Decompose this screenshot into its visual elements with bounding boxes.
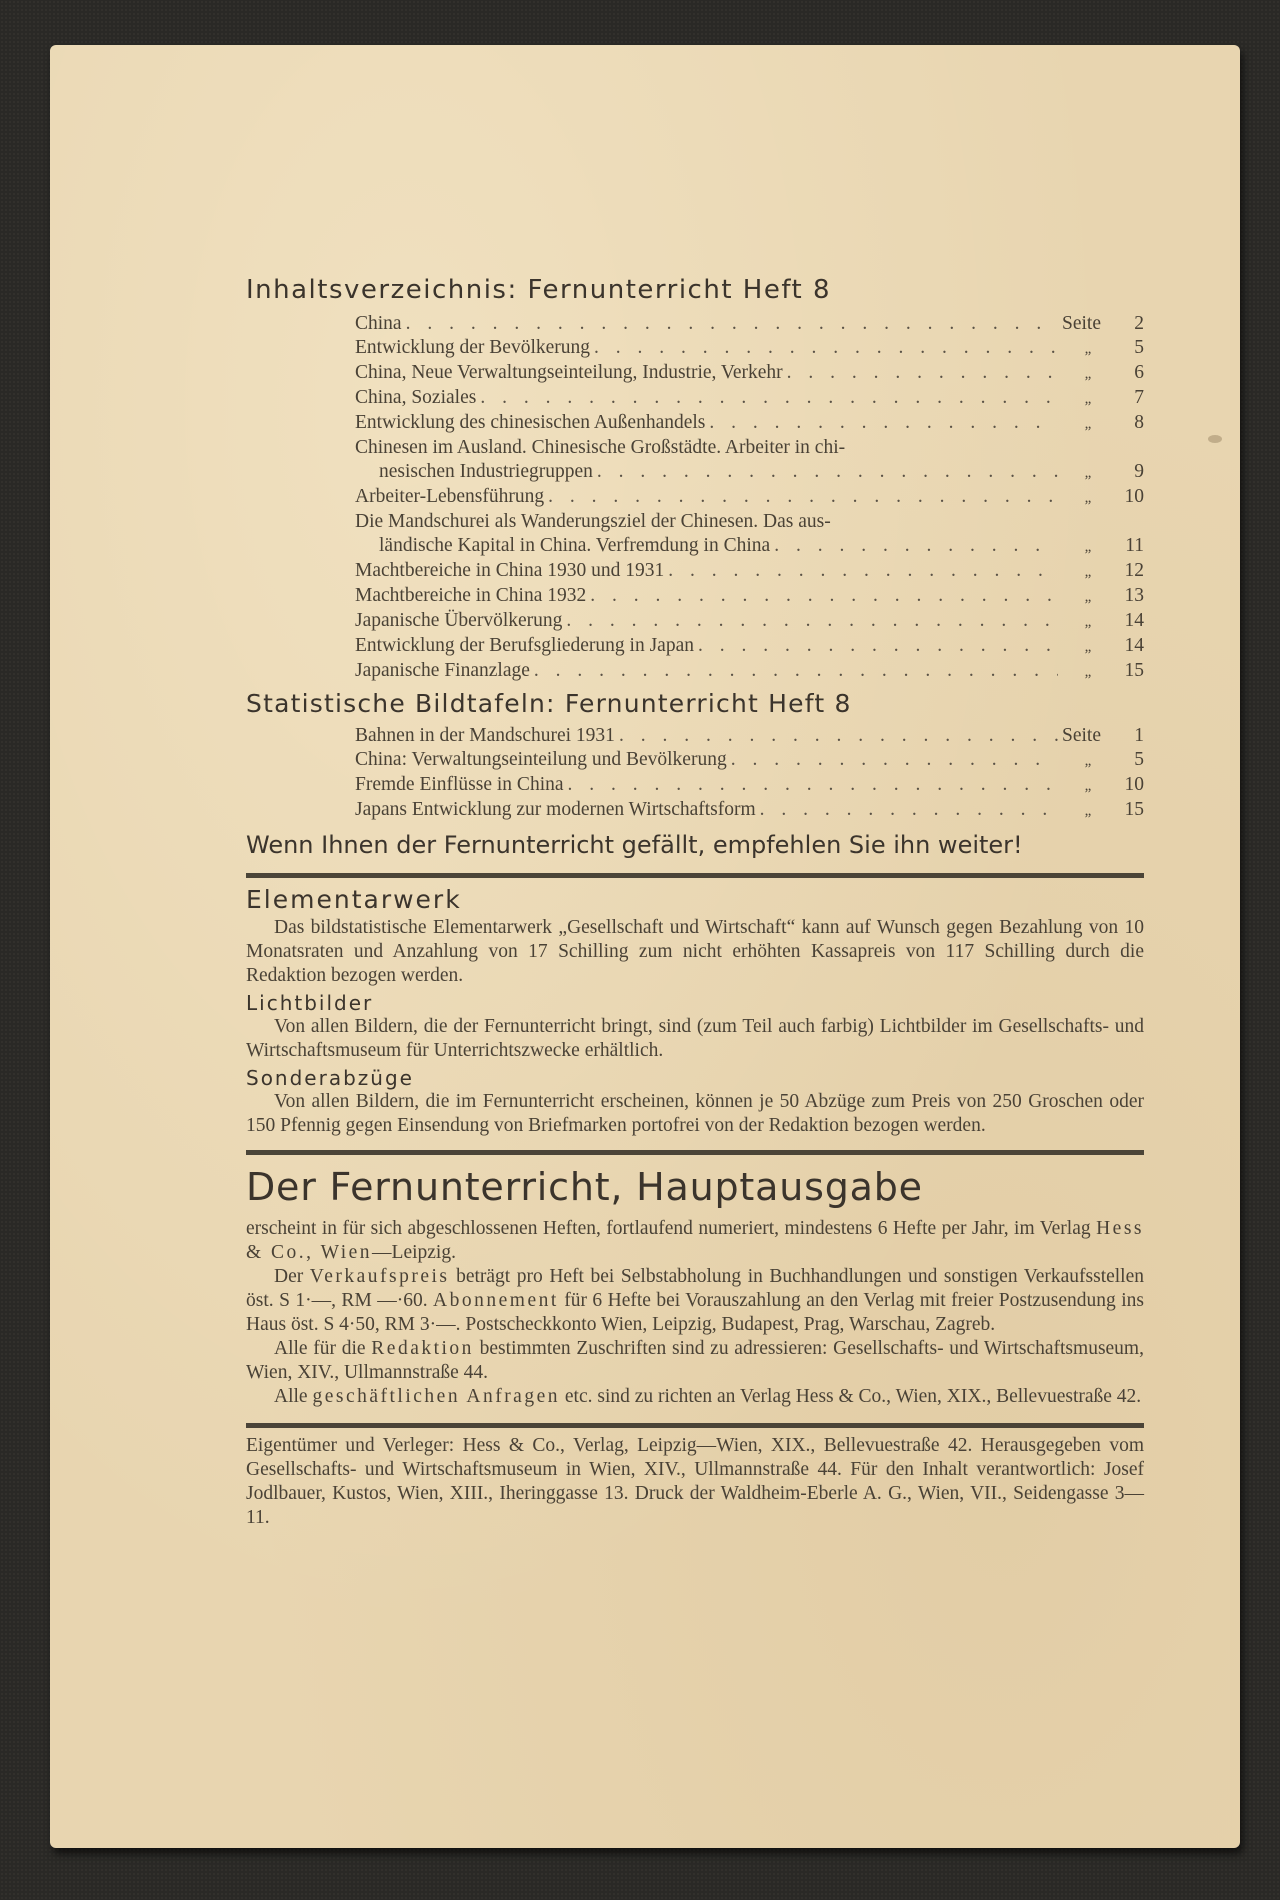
divider-rule: [246, 873, 1144, 878]
ditto-mark: „: [1084, 416, 1092, 432]
redaktion-text: Alle für die: [274, 1338, 372, 1359]
impressum: [246, 1434, 1144, 1530]
dot-leader: [534, 659, 1058, 683]
toc-entry: [355, 559, 1144, 584]
dot-leader: [709, 411, 1058, 435]
toc-entry-title: Machtbereiche in China 1932: [355, 585, 587, 606]
bildtafeln-title: Statistische Bildtafeln: Fernunterricht Heft 8: [246, 689, 852, 718]
page-number: 14: [1124, 635, 1144, 656]
toc-entry: [355, 659, 1144, 684]
toc-entry: [355, 798, 1144, 823]
price-keyword: Verkaufspreis: [309, 1266, 450, 1287]
ditto-mark: „: [1084, 589, 1092, 605]
price-text: beträgt pro Heft bei Selbstabholung in Buchhandlungen und sonstigen Verkaufsstellen öst. S 1·—, RM —·60.: [246, 1266, 1145, 1311]
toc-entry: [355, 724, 1144, 748]
ditto-mark: „: [1084, 614, 1092, 630]
toc-entry-title: Japanische Übervölkerung: [355, 610, 563, 631]
ditto-mark: „: [1084, 366, 1092, 382]
toc-entry: [355, 584, 1144, 609]
toc-entry: [355, 485, 1144, 510]
document-page: [50, 45, 1240, 1848]
recommendation-slogan: Wenn Ihnen der Fernunterricht gefällt, empfehlen Sie ihn weiter!: [246, 831, 1023, 859]
sonderabzuege-heading: Sonderabzüge: [246, 1066, 414, 1090]
toc-title: Inhaltsverzeichnis: Fernunterricht Heft 8: [246, 275, 832, 305]
business-text: Alle: [274, 1386, 313, 1407]
toc-entry-title: nesischen Industriegruppen: [379, 461, 593, 482]
toc-entry-title: Machtbereiche in China 1930 und 1931: [355, 560, 665, 581]
dot-leader: [548, 485, 1058, 509]
ditto-mark: „: [1084, 391, 1092, 407]
toc-entry-title: Chinesen im Ausland. Chinesische Großstädte. Arbeiter in chi-: [355, 437, 846, 458]
dot-leader: [566, 609, 1058, 633]
toc-entry: [355, 361, 1144, 386]
elementarwerk-heading: Elementarwerk: [246, 885, 462, 914]
dot-leader: [568, 773, 1058, 797]
bildtafeln-list: [355, 724, 1144, 823]
toc-entry-title: China: [355, 313, 402, 334]
dot-leader: [731, 748, 1058, 772]
ditto-mark: „: [1084, 539, 1092, 555]
redaktion-keyword: Redaktion: [371, 1338, 474, 1359]
toc-list: [355, 312, 1144, 684]
ditto-mark: „: [1084, 803, 1092, 819]
toc-entry-title: ländische Kapital in China. Verfremdung in China: [379, 535, 771, 556]
toc-entry: [355, 609, 1144, 634]
dot-leader: [597, 460, 1058, 484]
page-number: 11: [1125, 535, 1144, 556]
toc-entry-title: Die Mandschurei als Wanderungsziel der Chinesen. Das aus-: [355, 511, 831, 532]
lichtbilder-heading: Lichtbilder: [246, 991, 374, 1015]
ditto-mark: „: [1084, 490, 1092, 506]
divider-rule: [246, 1423, 1144, 1428]
hauptausgabe-heading: Der Fernunterricht, Hauptausgabe: [246, 1165, 923, 1209]
dot-leader: [774, 534, 1058, 558]
toc-entry-title: China: Verwaltungseinteilung und Bevölkerung: [355, 749, 727, 770]
toc-entry-title: Entwicklung der Berufsgliederung in Japan: [355, 635, 694, 656]
toc-entry-title: Entwicklung des chinesischen Außenhandels: [355, 412, 706, 433]
dot-leader: [698, 634, 1058, 658]
intro-text-end: —Leipzig.: [372, 1242, 456, 1263]
page-number: 13: [1124, 585, 1144, 606]
toc-entry: [355, 386, 1144, 411]
dot-leader: [787, 361, 1058, 385]
toc-entry-line: [355, 436, 1144, 460]
toc-entry-title: Arbeiter-Lebensführung: [355, 486, 545, 507]
toc-entry: [355, 336, 1144, 361]
ditto-mark: „: [1084, 753, 1092, 769]
page-number: 10: [1124, 774, 1144, 795]
toc-entry-title: China, Neue Verwaltungseinteilung, Industrie, Verkehr: [355, 362, 783, 383]
page-number: 8: [1134, 412, 1144, 433]
sonderabzuege-text: Von allen Bildern, die im Fernunterricht erscheinen, können je 50 Abzüge zum Preis von 250 Groschen oder 150 Pfennig gegen Einsendung von Briefmarken portofrei von der Redaktion bezogen werden.: [246, 1091, 1144, 1136]
page-number: 6: [1134, 362, 1144, 383]
toc-entry-title: Fremde Einflüsse in China: [355, 774, 564, 795]
seite-label: Seite: [1062, 725, 1101, 746]
price-text: Der: [274, 1266, 310, 1287]
page-number: 10: [1124, 486, 1144, 507]
page-number: 5: [1134, 337, 1144, 358]
toc-entry: [355, 773, 1144, 798]
page-number: 5: [1134, 749, 1144, 770]
hauptausgabe-section: [246, 1161, 1144, 1409]
toc-entry: [355, 534, 1144, 559]
toc-entry: [355, 312, 1144, 336]
page-number: 1: [1134, 725, 1144, 746]
toc-entry-line: [355, 510, 1144, 534]
divider-rule: [246, 1150, 1144, 1155]
toc-entry: [355, 634, 1144, 659]
toc-entry-title: Japanische Finanzlage: [355, 660, 530, 681]
ditto-mark: „: [1084, 639, 1092, 655]
ditto-mark: „: [1084, 664, 1092, 680]
ditto-mark: „: [1084, 564, 1092, 580]
page-number: 9: [1134, 461, 1144, 482]
dot-leader: [668, 559, 1058, 583]
dot-leader: [480, 386, 1058, 410]
toc-entry: [355, 460, 1144, 485]
toc-entry-title: Entwicklung der Bevölkerung: [355, 337, 591, 358]
hauptausgabe-intro: [246, 1217, 1144, 1265]
page-number: 14: [1124, 610, 1144, 631]
hauptausgabe-price: [246, 1265, 1144, 1337]
elementarwerk-text: Das bildstatistische Elementarwerk „Gesellschaft und Wirtschaft“ kann auf Wunsch gegen Bezahlung von 10 Monatsraten und Anzahlung von 17 Schilling zum nicht erhöhten Kassapreis von 117 Schilling durch die Redaktion bezogen werden.: [246, 917, 1144, 986]
hauptausgabe-redaktion: [246, 1337, 1144, 1385]
dot-leader: [594, 336, 1058, 360]
subscription-keyword: Abonnement: [433, 1290, 559, 1311]
dot-leader: [406, 312, 1058, 336]
toc-entry-title: Bahnen in der Mandschurei 1931: [355, 725, 615, 746]
page-number: 15: [1124, 660, 1144, 681]
seite-label: Seite: [1062, 313, 1101, 334]
toc-entry: [355, 748, 1144, 773]
page-number: 15: [1124, 799, 1144, 820]
toc-entry: [355, 411, 1144, 436]
page-content: [246, 268, 1144, 1530]
lichtbilder-section: [246, 991, 1144, 1063]
ditto-mark: „: [1084, 341, 1092, 357]
price-text: für 6 Hefte bei Vorauszahlung an den Verlag mit freier Postzusendung ins Haus öst. S 4·50, RM 3·—. Postscheckkonto Wien, Leipzig, Budapest, Prag, Warschau, Zagreb.: [246, 1290, 1144, 1335]
redaktion-text: bestimmten Zuschriften sind zu adressieren: Gesellschafts- und Wirtschaftsmuseum, Wien, XIV., Ullmannstraße 44.: [246, 1338, 1144, 1383]
intro-text: erscheint in für sich abgeschlossenen Heften, fortlaufend numeriert, mindestens 6 Hefte per Jahr, im Verlag: [246, 1218, 1097, 1239]
paper-speck: [1208, 435, 1222, 443]
page-number: 12: [1124, 560, 1144, 581]
page-number: 7: [1134, 387, 1144, 408]
business-text: etc. sind zu richten an Verlag Hess & Co., Wien, XIX., Bellevuestraße 42.: [560, 1386, 1142, 1407]
elementarwerk-section: [246, 884, 1144, 988]
ditto-mark: „: [1084, 465, 1092, 481]
hauptausgabe-business: [246, 1385, 1144, 1409]
publisher-name: Hess & Co., Wien: [246, 1218, 1144, 1263]
dot-leader: [619, 724, 1058, 748]
page-number: 2: [1134, 313, 1144, 334]
impressum-text: Eigentümer und Verleger: Hess & Co., Verlag, Leipzig—Wien, XIX., Bellevuestraße 42. Herausgegeben vom Gesellschafts- und Wirtschaftsmuseum in Wien, XIV., Ullmannstraße 44. Für den Inhalt verantwortlich: Josef Jodlbauer, Kustos, Wien, XIII., Iheringgasse 13. Druck der Waldheim-Eberle A. G., Wien, VII., Seidengasse 3—11.: [246, 1435, 1144, 1528]
toc-entry-title: China, Soziales: [355, 387, 477, 408]
lichtbilder-text: Von allen Bildern, die der Fernunterricht bringt, sind (zum Teil auch farbig) Lichtbilder im Gesellschafts- und Wirtschaftsmuseum für Unterrichtszwecke erhältlich.: [246, 1016, 1144, 1061]
dot-leader: [760, 798, 1058, 822]
dot-leader: [590, 584, 1058, 608]
ditto-mark: „: [1084, 778, 1092, 794]
toc-entry-title: Japans Entwicklung zur modernen Wirtschaftsform: [355, 799, 756, 820]
business-keyword: geschäftlichen Anfragen: [312, 1386, 560, 1407]
sonderabzuege-section: [246, 1066, 1144, 1138]
